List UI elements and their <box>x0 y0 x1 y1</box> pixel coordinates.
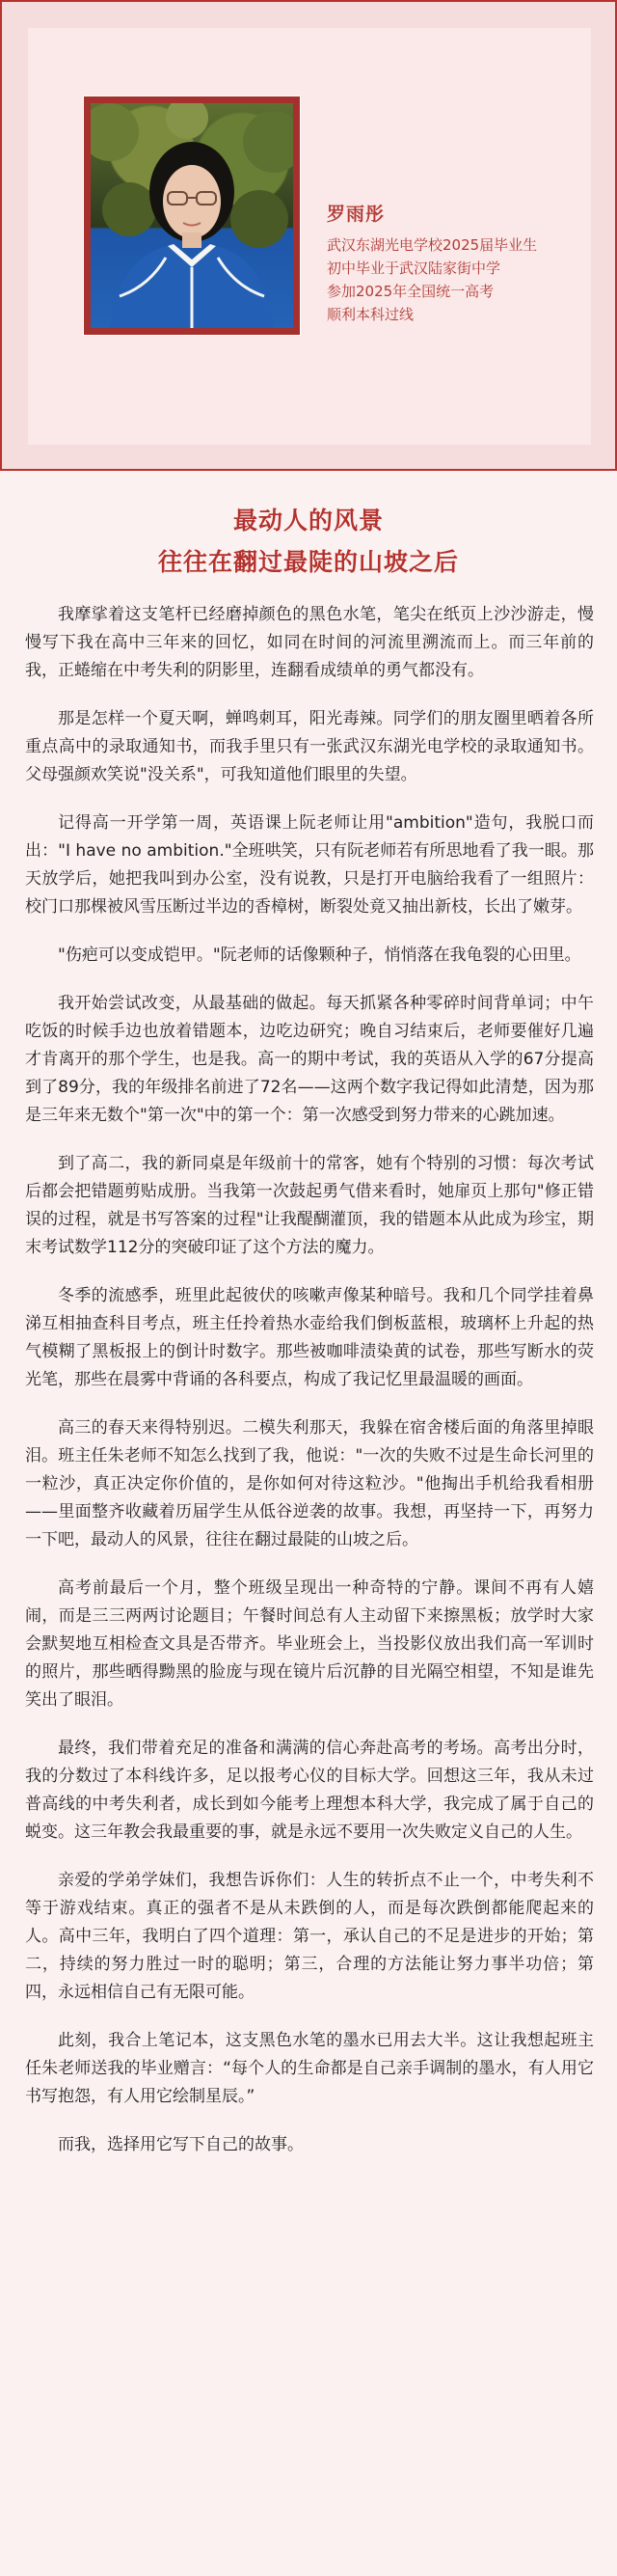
profile-card-inner <box>28 28 591 445</box>
paragraph: 我开始尝试改变，从最基础的做起。每天抓紧各种零碎时间背单词；中午吃饭的时候手边也放着错题本，边吃边研究；晚自习结束后，老师要催好几遍才肯离开的那个学生，也是我。高一的期中考试，我的英语从入学的67分提高到了89分，我的年级排名前进了72名——这两个数字我记得如此清楚，因为那是三年来无数个"第一次"中的第一个：第一次感受到努力带来的心跳加速。 <box>25 994 594 1125</box>
paragraph: 亲爱的学弟学妹们，我想告诉你们：人生的转折点不止一个，中考失利不等于游戏结束。真正的强者不是从未跌倒的人，而是每次跌倒都能爬起来的人。高中三年，我明白了四个道理：第一，承认自己的不足是进步的开始；第二，持续的努力胜过一时的聪明；第三，合理的方法能让努力事半功倍；第四，永远相信自己有无限可能。 <box>25 1871 594 2002</box>
profile-card <box>0 0 617 471</box>
student-bio <box>327 200 537 326</box>
article-title: 最动人的风景 <box>232 507 384 534</box>
bio-line-result: 顺利本科过线 <box>327 306 415 323</box>
article-subtitle: 往往在翻过最陡的山坡之后 <box>157 548 459 576</box>
paragraph: 而我，选择用它写下自己的故事。 <box>58 2135 304 2154</box>
portrait-frame <box>83 96 301 336</box>
bio-line-exam: 参加2025年全国统一高考 <box>327 283 495 300</box>
paragraph: 高考前最后一个月，整个班级呈现出一种奇特的宁静。课间不再有人嬉闹，而是三三两两讨论题目；午餐时间总有人主动留下来擦黑板；放学时大家会默契地互相检查文具是否带齐。毕业班会上，当投影仪放出我们高一军训时的照片，那些晒得黝黑的脸庞与现在镜片后沉静的目光隔空相望，不知是谁先笑出了眼泪。 <box>25 1578 594 1710</box>
paragraph: 记得高一开学第一周，英语课上阮老师让用"ambition"造句，我脱口而出："I have no ambition."全班哄笑，只有阮老师若有所思地看了我一眼。那天放学后，她把我叫到办公室，没有说教，只是打开电脑给我看了一组照片：校门口那棵被风雪压断过半边的香樟树，断裂处竟又抽出新枝，长出了嫩芽。 <box>25 813 594 917</box>
paragraph: 那是怎样一个夏天啊，蝉鸣刺耳，阳光毒辣。同学们的朋友圈里晒着各所重点高中的录取通知书，而我手里只有一张武汉东湖光电学校的录取通知书。父母强颜欢笑说"没关系"，可我知道他们眼里的失望。 <box>25 709 594 784</box>
paragraph: 我摩挲着这支笔杆已经磨掉颜色的黑色水笔，笔尖在纸页上沙沙游走，慢慢写下我在高中三年来的回忆，如同在时间的河流里溯流而上。而三年前的我，正蜷缩在中考失利的阴影里，连翻看成绩单的勇气都没有。 <box>25 605 594 680</box>
paragraph: 此刻，我合上笔记本，这支黑色水笔的墨水已用去大半。这让我想起班主任朱老师送我的毕业赠言：“每个人的生命都是自己亲手调制的墨水，有人用它书写抱怨，有人用它绘制星辰。” <box>25 2031 594 2106</box>
paragraph: "伤疤可以变成铠甲。"阮老师的话像颗种子，悄悄落在我龟裂的心田里。 <box>58 945 581 965</box>
paragraph: 到了高二，我的新同桌是年级前十的常客，她有个特别的习惯：每次考试后都会把错题剪贴成册。当我第一次鼓起勇气借来看时，她扉页上那句"修正错误的过程，就是书写答案的过程"让我醍醐灌顶，我的错题本从此成为珍宝，期末考试数学112分的突破印证了这个方法的魔力。 <box>25 1154 594 1257</box>
paragraph: 冬季的流感季，班里此起彼伏的咳嗽声像某种暗号。我和几个同学挂着鼻涕互相抽查科目考点，班主任拎着热水壶给我们倒板蓝根，玻璃杯上升起的热气模糊了黑板报上的倒计时数字。那些被咖啡渍染黄的试卷，那些写断水的荧光笔，那些在晨雾中背诵的各科要点，构成了我记忆里最温暖的画面。 <box>25 1286 594 1389</box>
bio-line-school: 武汉东湖光电学校2025届毕业生 <box>327 236 538 254</box>
student-name: 罗雨彤 <box>327 204 386 225</box>
article-body <box>25 601 594 2179</box>
bio-line-middle-school: 初中毕业于武汉陆家街中学 <box>327 260 501 277</box>
student-portrait-photo <box>91 103 293 328</box>
paragraph: 高三的春天来得特别迟。二模失利那天，我躲在宿舍楼后面的角落里掉眼泪。班主任朱老师不知怎么找到了我，他说："一次的失败不过是生命长河里的一粒沙，真正决定你价值的，是你如何对待这粒沙。"他掏出手机给我看相册——里面整齐收藏着历届学生从低谷逆袭的故事。我想，再坚持一下，再努力一下吧，最动人的风景，往往在翻过最陡的山坡之后。 <box>25 1418 594 1549</box>
student-portrait-icon <box>91 103 293 328</box>
paragraph: 最终，我们带着充足的准备和满满的信心奔赴高考的考场。高考出分时，我的分数过了本科线许多，足以报考心仪的目标大学。回想这三年，我从未过普高线的中考失利者，成长到如今能考上理想本科大学，我完成了属于自己的蜕变。这三年教会我最重要的事，就是永远不要用一次失败定义自己的人生。 <box>25 1739 594 1842</box>
